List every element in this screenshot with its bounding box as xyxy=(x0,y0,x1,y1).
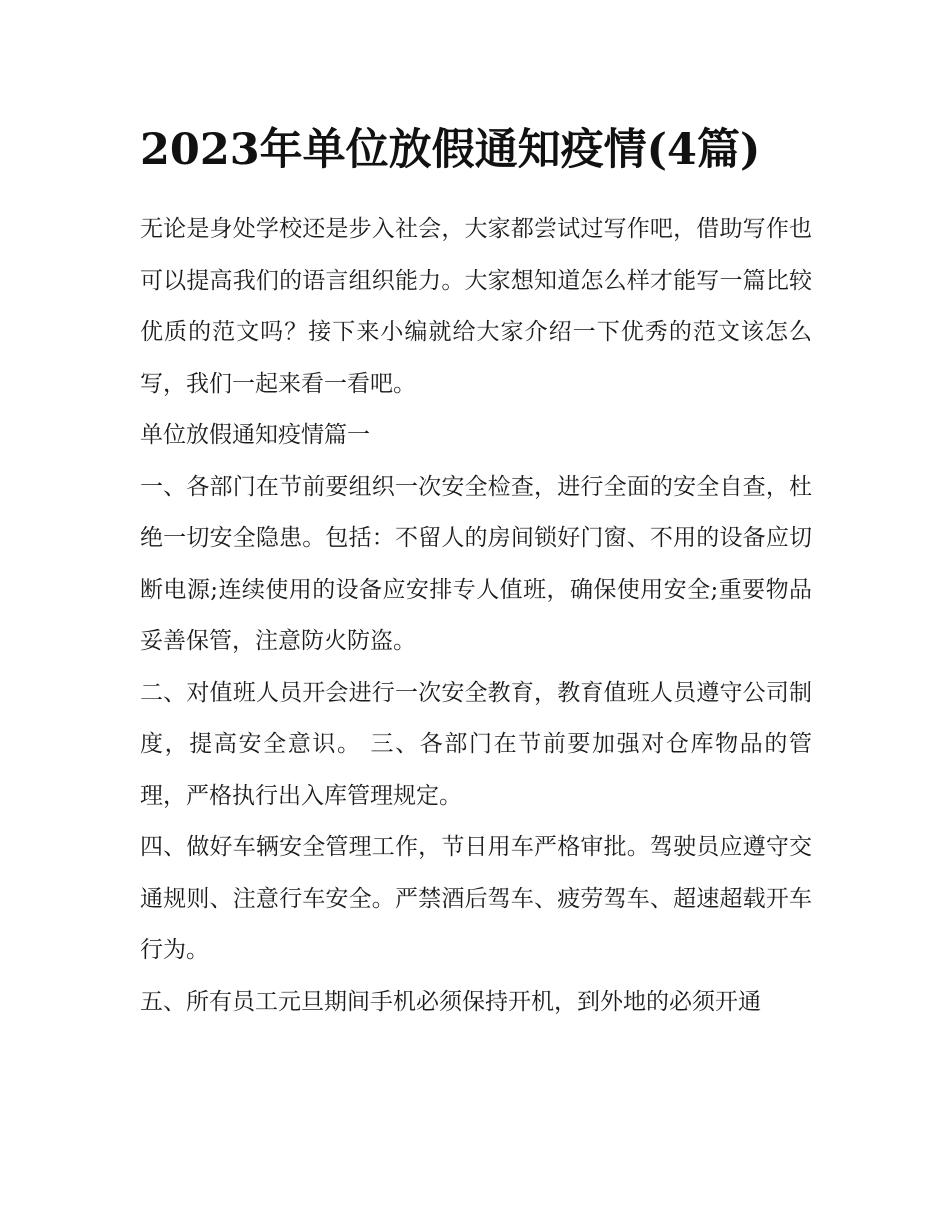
body-paragraph: 一、各部门在节前要组织一次安全检查，进行全面的安全自查，杜绝一切安全隐患。包括：不留人的房间锁好门窗、不用的设备应切断电源;连续使用的设备应安排专人值班，确保使用安全;重要物品妥善保管，注意防火防盗。 xyxy=(140,473,812,654)
body-paragraph: 四、做好车辆安全管理工作，节日用车严格审批。驾驶员应遵守交通规则、注意行车安全。严禁酒后驾车、疲劳驾车、超速超载开车行为。 xyxy=(140,834,812,963)
document-title: 2023年单位放假通知疫情(4篇) xyxy=(140,125,761,175)
document-page xyxy=(140,118,812,1028)
document-body xyxy=(140,204,812,1028)
intro-paragraph: 无论是身处学校还是步入社会，大家都尝试过写作吧，借助写作也可以提高我们的语言组织能力。大家想知道怎么样才能写一篇比较优质的范文吗？接下来小编就给大家介绍一下优秀的范文该怎么写，我们一起来看一看吧。 xyxy=(140,216,812,397)
body-paragraph: 五、所有员工元旦期间手机必须保持开机，到外地的必须开通 xyxy=(140,988,761,1015)
section-heading: 单位放假通知疫情篇一 xyxy=(140,422,370,448)
body-paragraph: 二、对值班人员开会进行一次安全教育，教育值班人员遵守公司制度，提高安全意识。 三、各部门在节前要加强对仓库物品的管理，严格执行出入库管理规定。 xyxy=(140,679,812,809)
